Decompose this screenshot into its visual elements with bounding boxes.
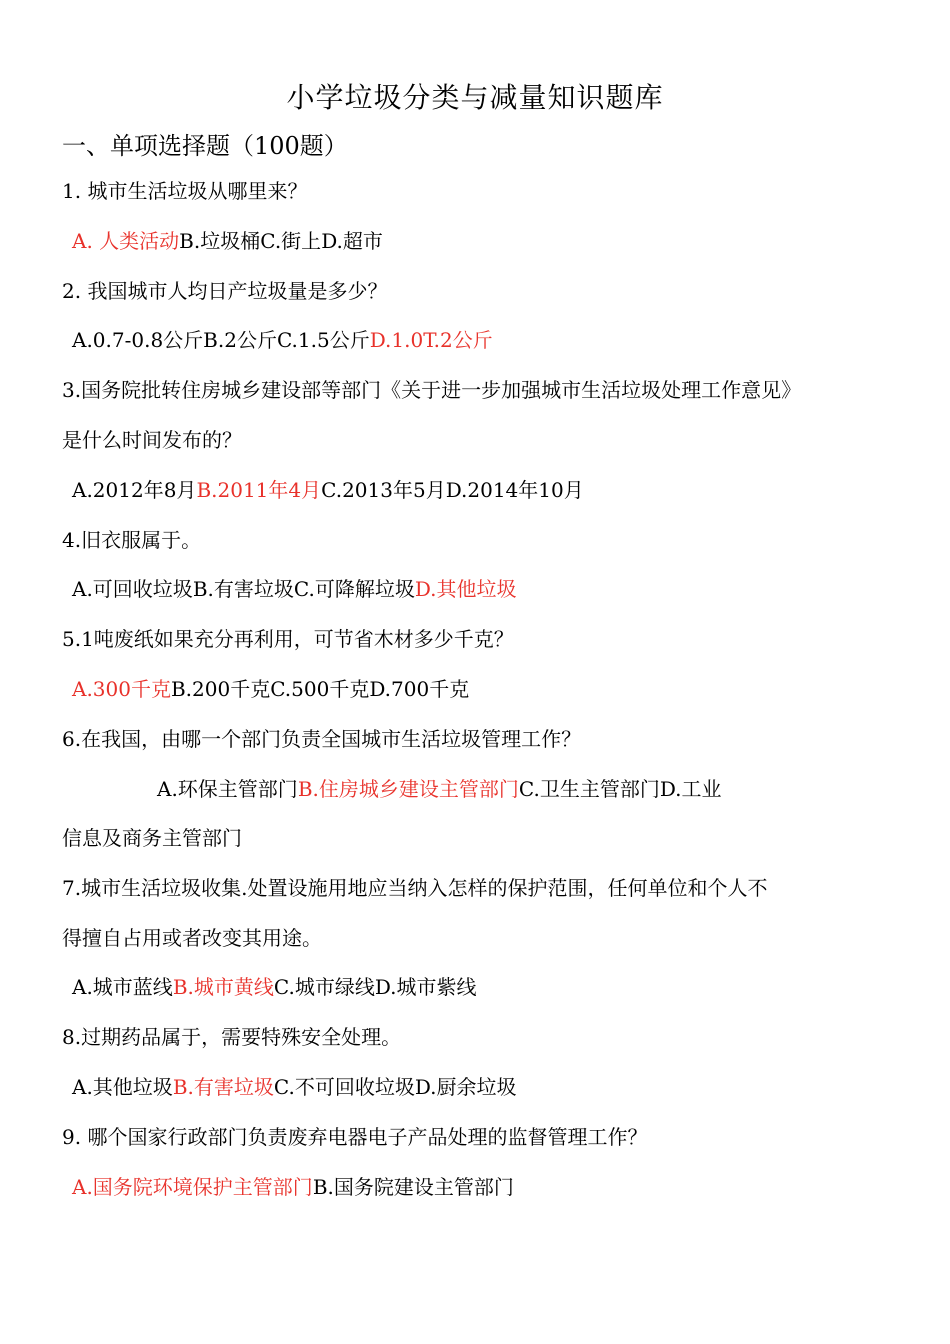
option-7b: B.城市黄线 — [172, 975, 274, 999]
option-6a: A.环保主管部门 — [157, 777, 298, 801]
question-7-text-line-2: 得擅自占用或者改变其用途。 — [62, 926, 322, 950]
option-8d: D.厨余垃圾 — [414, 1075, 517, 1099]
option-4b: B.有害垃圾 — [192, 577, 294, 601]
option-2b: B.2公斤 — [203, 328, 277, 352]
question-1-options — [72, 227, 383, 255]
option-3c: C.2013年5月 — [321, 478, 446, 502]
option-6b: B.住房城乡建设主管部门 — [297, 777, 519, 801]
question-3-options — [72, 476, 584, 504]
option-5d: D.700千克 — [369, 677, 470, 701]
option-8a: A.其他垃圾 — [72, 1075, 173, 1099]
option-9b: B.国务院建设主管部门 — [312, 1175, 514, 1199]
option-6d: D.工业 — [659, 777, 722, 801]
option-1c: C.街上 — [260, 229, 322, 253]
question-5-options — [72, 675, 469, 703]
question-6-options-continuation: 信息及商务主管部门 — [62, 826, 242, 850]
option-3b: B.2011年4月 — [196, 478, 322, 502]
question-2-options — [72, 326, 493, 354]
question-9-options — [72, 1173, 514, 1201]
option-4d: D.其他垃圾 — [414, 577, 517, 601]
option-7d: D.城市紫线 — [374, 975, 477, 999]
question-3-text-line-1: 3.国务院批转住房城乡建设部等部门《关于进一步加强城市生活垃圾处理工作意见》 — [62, 378, 802, 402]
question-2-text: 2. 我国城市人均日产垃圾量是多少？ — [62, 279, 388, 303]
question-9-text: 9. 哪个国家行政部门负责废弃电器电子产品处理的监督管理工作？ — [62, 1125, 648, 1149]
question-5-text: 5.1吨废纸如果充分再利用，可节省木材多少千克？ — [62, 627, 514, 651]
question-4-options — [72, 575, 517, 603]
option-7c: C.城市绿线 — [273, 975, 375, 999]
document-title: 小学垃圾分类与减量知识题库 — [286, 81, 664, 114]
option-8b: B.有害垃圾 — [172, 1075, 274, 1099]
question-8-options — [72, 1073, 517, 1101]
question-8-text: 8.过期药品属于，需要特殊安全处理。 — [62, 1025, 402, 1049]
question-7-options — [72, 973, 477, 1001]
option-4a: A.可回收垃圾 — [72, 577, 193, 601]
question-1-text: 1. 城市生活垃圾从哪里来？ — [62, 179, 308, 203]
option-2d: D.1.0T.2公斤 — [369, 328, 493, 352]
question-3-text-line-2: 是什么时间发布的？ — [62, 428, 242, 452]
option-7a: A.城市蓝线 — [72, 975, 173, 999]
question-4-text: 4.旧衣服属于。 — [62, 528, 202, 552]
question-6-options — [157, 775, 722, 803]
option-6c: C.卫生主管部门 — [518, 777, 660, 801]
option-8c: C.不可回收垃圾 — [273, 1075, 415, 1099]
option-1a: A. 人类活动 — [72, 229, 180, 253]
option-2c: C.1.5公斤 — [276, 328, 370, 352]
option-2a: A.0.7-0.8公斤 — [72, 328, 204, 352]
option-9a: A.国务院环境保护主管部门 — [72, 1175, 313, 1199]
question-6-text: 6.在我国，由哪一个部门负责全国城市生活垃圾管理工作？ — [62, 727, 582, 751]
option-3d: D.2014年10月 — [445, 478, 584, 502]
question-7-text-line-1: 7.城市生活垃圾收集.处置设施用地应当纳入怎样的保护范围，任何单位和个人不 — [62, 876, 768, 900]
section-heading: 一、单项选择题（100题） — [62, 132, 348, 160]
option-3a: A.2012年8月 — [72, 478, 197, 502]
option-4c: C.可降解垃圾 — [293, 577, 415, 601]
option-5c: C.500千克 — [270, 677, 370, 701]
option-5a: A.300千克 — [72, 677, 171, 701]
option-5b: B.200千克 — [170, 677, 271, 701]
option-1b: B.垃圾桶 — [179, 229, 261, 253]
option-1d: D.超市 — [321, 229, 383, 253]
